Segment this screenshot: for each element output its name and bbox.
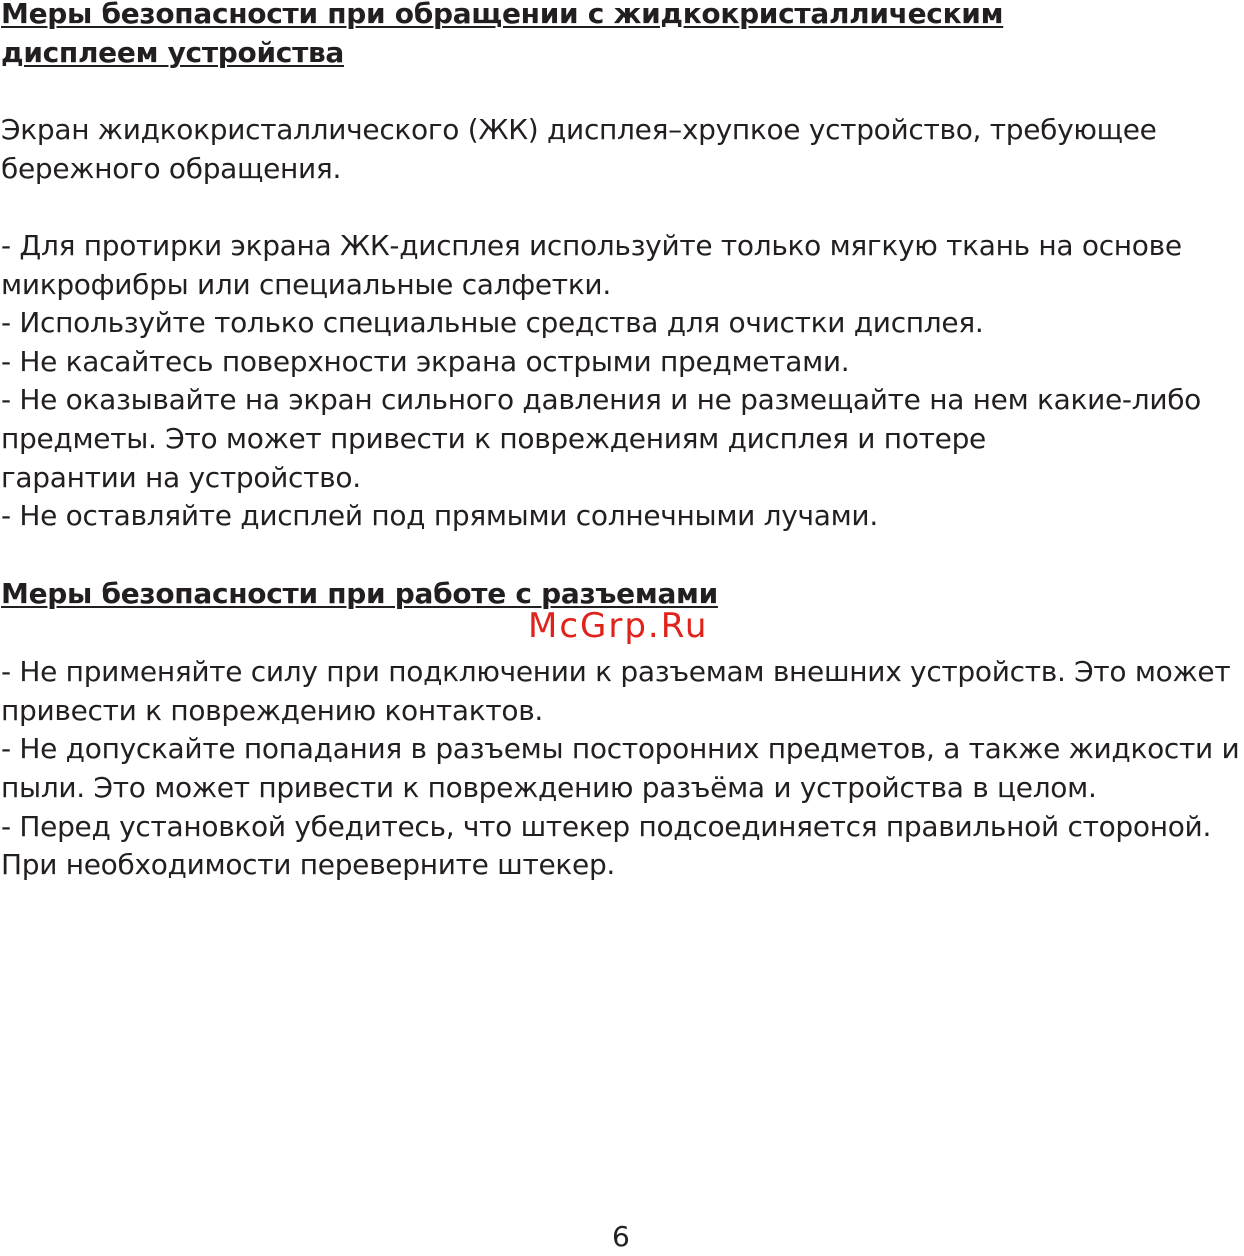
lcd-instruction-line-3: - Используйте только специальные средства для очистки дисплея. xyxy=(1,306,984,339)
connector-instruction-line-5: - Перед установкой убедитесь, что штекер подсоединяется правильной стороной. xyxy=(1,810,1212,843)
lcd-instruction-line-4: - Не касайтесь поверхности экрана острыми предметами. xyxy=(1,345,850,378)
lcd-instruction-line-1: - Для протирки экрана ЖК-дисплея используйте только мягкую ткань на основе xyxy=(1,229,1182,262)
page-number: 6 xyxy=(612,1220,630,1253)
section-heading-lcd-line-1: Меры безопасности при обращении с жидкокристаллическим xyxy=(1,0,1004,30)
connector-instruction-line-2: привести к повреждению контактов. xyxy=(1,694,544,727)
connector-instruction-line-3: - Не допускайте попадания в разъемы посторонних предметов, а также жидкости и xyxy=(1,732,1240,765)
intro-paragraph-line-1: Экран жидкокристаллического (ЖК) дисплея–хрупкое устройство, требующее xyxy=(1,113,1157,146)
lcd-instruction-line-6: предметы. Это может привести к повреждениям дисплея и потере xyxy=(1,422,986,455)
intro-paragraph-line-2: бережного обращения. xyxy=(1,152,342,185)
section-heading-lcd-line-2: дисплеем устройства xyxy=(1,36,345,69)
lcd-instruction-line-7: гарантии на устройство. xyxy=(1,461,361,494)
watermark-logo: McGrp.Ru xyxy=(528,606,709,646)
lcd-instruction-line-5: - Не оказывайте на экран сильного давления и не размещайте на нем какие-либо xyxy=(1,383,1202,416)
connector-instruction-line-1: - Не применяйте силу при подключении к разъемам внешних устройств. Это может xyxy=(1,655,1231,688)
connector-instruction-line-6: При необходимости переверните штекер. xyxy=(1,848,616,881)
lcd-instruction-line-8: - Не оставляйте дисплей под прямыми солнечными лучами. xyxy=(1,499,878,532)
lcd-instruction-line-2: микрофибры или специальные салфетки. xyxy=(1,268,611,301)
section-heading-connectors: Меры безопасности при работе с разъемами xyxy=(1,577,718,610)
connector-instruction-line-4: пыли. Это может привести к повреждению разъёма и устройства в целом. xyxy=(1,771,1097,804)
